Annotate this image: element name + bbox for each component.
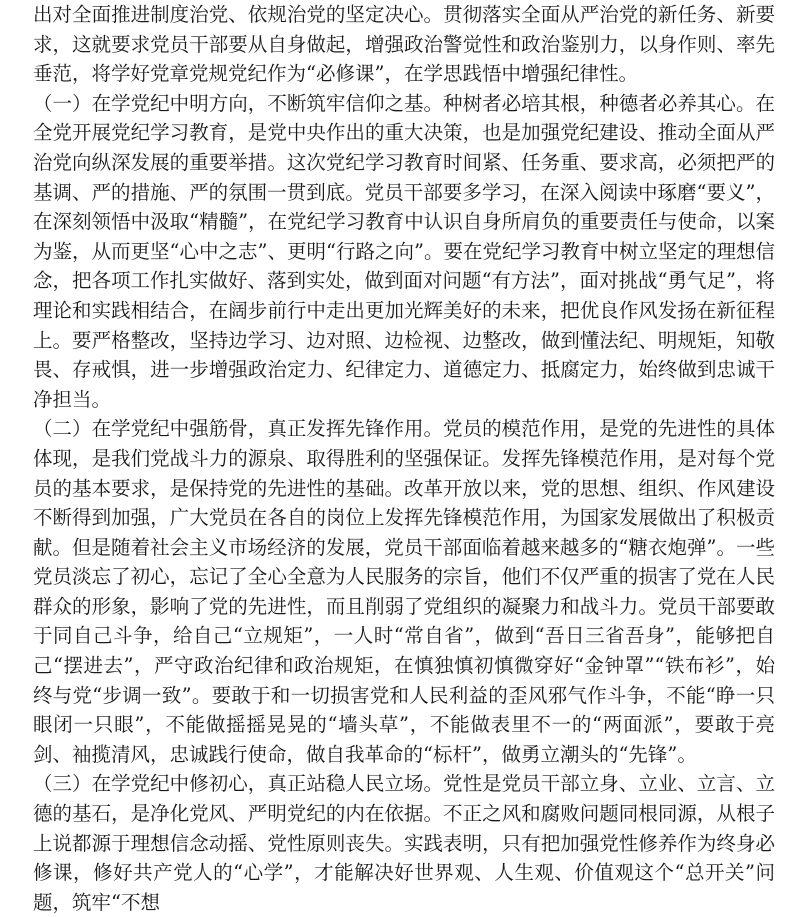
- document-body: [33, 0, 775, 917]
- paragraph-intro: 出对全面推进制度治党、依规治党的坚定决心。贯彻落实全面从严治党的新任务、新要求，这就要求党员干部要从自身做起，增强政治警觉性和政治鉴别力，以身作则、率先垂范，将学好党章党规党纪作为“必修课”，在学思践悟中增强纪律性。: [33, 3, 775, 86]
- paragraph-section-2: （二）在学党纪中强筋骨，真正发挥先锋作用。党员的模范作用，是党的先进性的具体体现，是我们党战斗力的源泉、取得胜利的坚强保证。发挥先锋模范作用，是对每个党员的基本要求，是保持党的先进性的基础。改革开放以来，党的思想、组织、作风建设不断得到加强，广大党员在各自的岗位上发挥先锋模范作用，为国家发展做出了积极贡献。但是随着社会主义市场经济的发展，党员干部面临着越来越多的“糖衣炮弹”。一些党员淡忘了初心，忘记了全心全意为人民服务的宗旨，他们不仅严重的损害了党在人民群众的形象，影响了党的先进性，而且削弱了党组织的凝聚力和战斗力。党员干部要敢于同自己斗争，给自己“立规矩”，一人时“常自省”，做到“吾日三省吾身”，能够把自己“摆进去”，严守政治纪律和政治规矩，在慎独慎初慎微穿好“金钟罩”“铁布衫”，始终与党“步调一致”。要敢于和一切损害党和人民利益的歪风邪气作斗争，不能“睁一只眼闭一只眼”，不能做摇摇晃晃的“墙头草”，不能做表里不一的“两面派”，要敢于亮剑、袖揽清风，忠诚践行使命，做自我革命的“标杆”，做勇立潮头的“先锋”。: [33, 417, 775, 766]
- paragraph-section-3: （三）在学党纪中修初心，真正站稳人民立场。党性是党员干部立身、立业、立言、立德的基石，是净化党风、严明党纪的内在依据。不正之风和腐败问题同根同源，从根子上说都源于理想信念动摇、党性原则丧失。实践表明，只有把加强党性修养作为终身必修课，修好共产党人的“心学”，才能解决好世界观、人生观、价值观这个“总开关”问题，筑牢“不想: [33, 772, 775, 914]
- paragraph-section-1: （一）在学党纪中明方向，不断筑牢信仰之基。种树者必培其根，种德者必养其心。在全党开展党纪学习教育，是党中央作出的重大决策，也是加强党纪建设、推动全面从严治党向纵深发展的重要举措。这次党纪学习教育时间紧、任务重、要求高，必须把严的基调、严的措施、严的氛围一贯到底。党员干部要多学习，在深入阅读中琢磨“要义”，在深刻领悟中汲取“精髓”，在党纪学习教育中认识自身所肩负的重要责任与使命，以案为鉴，从而更坚“心中之志”、更明“行路之向”。要在党纪学习教育中树立坚定的理想信念，把各项工作扎实做好、落到实处，做到面对问题“有方法”，面对挑战“勇气足”，将理论和实践相结合，在阔步前行中走出更加光辉美好的未来，把优良作风发扬在新征程上。要严格整改，坚持边学习、边对照、边检视、边整改，做到懂法纪、明规矩，知敬畏、存戒惧，进一步增强政治定力、纪律定力、道德定力、抵腐定力，始终做到忠诚干净担当。: [33, 91, 775, 411]
